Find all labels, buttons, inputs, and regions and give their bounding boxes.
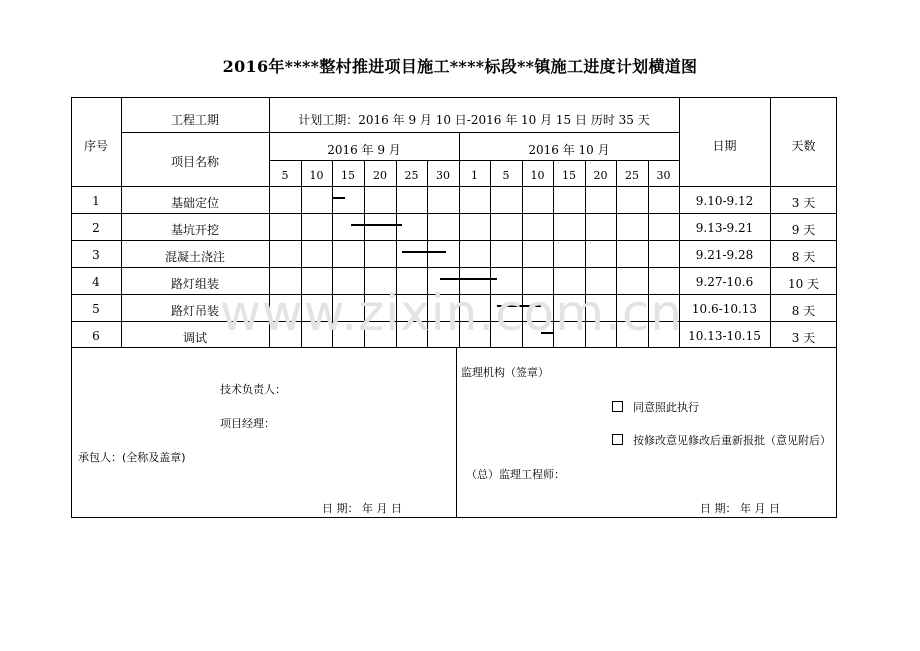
grid-hline [71,186,837,187]
row-date: 9.27-10.6 [695,275,754,289]
row-name: 调试 [182,331,207,345]
row-date: 9.21-9.28 [695,248,754,262]
row-number: 5 [92,302,100,316]
option-revise[interactable] [612,432,831,448]
row-days: 9 天 [791,223,816,237]
gantt-bar [351,224,402,226]
tech-lead-label: 技术负责人： [220,383,286,396]
row-days: 8 天 [791,304,816,318]
row-number: 3 [92,248,100,262]
supervisor-label: 监理机构（签章） [461,366,549,379]
option-approve[interactable] [612,399,699,415]
month-september: 2016 年 9 月 [327,143,401,157]
row-name: 路灯组装 [170,277,219,291]
month-october: 2016 年 10 月 [528,143,610,157]
gantt-bar [332,197,345,199]
period-label: 工程工期 [170,113,219,127]
day-label: 10 [530,169,545,182]
day-label: 1 [471,169,478,182]
row-date: 9.10-9.12 [695,194,754,208]
pm-label: 项目经理： [220,417,275,430]
gantt-bar [440,278,497,280]
grid-hline [71,213,837,214]
duration-header: 天数 [791,139,816,153]
grid-hline [71,240,837,241]
option-revise-label: 按修改意见修改后重新报批（意见附后） [633,434,831,447]
page-title: 2016年****整村推进项目施工****标段**镇施工进度计划横道图 [222,57,698,76]
row-number: 1 [92,194,100,208]
day-label: 5 [281,169,289,182]
day-label: 15 [562,169,576,182]
day-label: 20 [593,169,608,182]
row-name: 基础定位 [170,196,219,210]
grid-vline [456,347,457,518]
item-name-header: 项目名称 [170,155,219,169]
day-label: 30 [436,169,450,182]
engineer-label: （总）监理工程师： [466,468,565,481]
grid-hline [121,132,679,133]
right-date: 日 期： 年 月 日 [700,502,780,515]
row-number: 4 [92,275,100,289]
day-label: 25 [625,169,639,182]
row-date: 10.6-10.13 [691,302,758,316]
day-label: 20 [373,169,387,182]
row-days: 10 天 [787,277,820,291]
grid-hline [71,267,837,268]
row-date: 9.13-9.21 [695,221,754,235]
grid-hline [71,347,837,348]
left-date: 日 期： 年 月 日 [322,502,402,515]
contractor-label: 承包人：(全称及盖章) [78,451,186,464]
grid-hline [269,160,679,161]
day-label: 30 [656,169,671,182]
plan-period: 计划工期：2016 年 9 月 10 日-2016 年 10 月 15 日 历时 35 天 [298,113,650,127]
gantt-bar [402,251,446,253]
row-number: 6 [92,329,100,343]
checkbox-icon[interactable] [612,401,623,412]
day-label: 15 [341,169,355,182]
day-label: 5 [502,169,510,182]
row-days: 8 天 [791,250,816,264]
option-approve-label: 同意照此执行 [633,401,699,414]
row-days: 3 天 [791,196,816,210]
seq-header: 序号 [83,139,108,153]
row-days: 3 天 [791,331,816,345]
checkbox-icon[interactable] [612,434,623,445]
row-date: 10.13-10.15 [688,329,761,343]
day-label: 10 [309,169,324,182]
watermark: www.zixin.com.cn [220,284,684,342]
row-number: 2 [92,221,100,235]
date-header: 日期 [712,139,737,153]
row-name: 混凝土浇注 [164,250,225,264]
day-label: 25 [404,169,419,182]
row-name: 基坑开挖 [170,223,219,237]
row-name: 路灯吊装 [170,304,219,318]
